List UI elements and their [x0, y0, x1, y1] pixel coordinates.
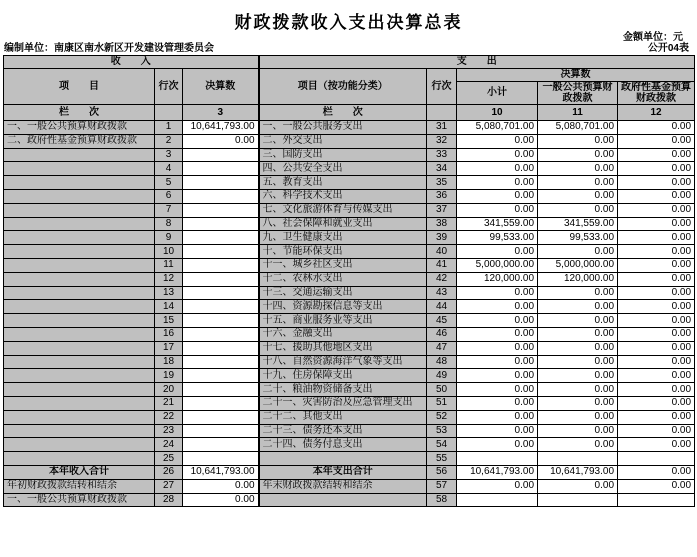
expense-rowno-cell: 43 [427, 286, 457, 300]
income-rowno-cell: 18 [155, 355, 183, 369]
expense-fund-cell: 0.00 [618, 479, 695, 493]
expense-item-cell: 一、一般公共服务支出 [259, 121, 427, 135]
expense-general-cell: 120,000.00 [538, 272, 618, 286]
income-rowno-cell: 28 [155, 493, 183, 507]
expense-rowno-cell: 52 [427, 410, 457, 424]
income-amount-cell [183, 314, 259, 328]
expense-fund-cell: 0.00 [618, 258, 695, 272]
fiscal-table [3, 55, 695, 507]
expense-subtotal-cell: 0.00 [457, 189, 538, 203]
expense-rowno-cell: 48 [427, 355, 457, 369]
expense-rowno-cell: 57 [427, 479, 457, 493]
expense-item-cell: 十二、农林水支出 [259, 272, 427, 286]
income-item-cell [4, 369, 155, 383]
table-body [4, 121, 695, 507]
expense-fund-cell: 0.00 [618, 465, 695, 479]
expense-subtotal-cell: 341,559.00 [457, 217, 538, 231]
income-amount-cell [183, 355, 259, 369]
income-item-cell [4, 438, 155, 452]
expense-subtotal-cell: 0.00 [457, 162, 538, 176]
income-rowno-cell: 15 [155, 314, 183, 328]
income-rowno-cell: 6 [155, 189, 183, 203]
expense-item-cell: 本年支出合计 [259, 465, 427, 479]
income-amount-cell [183, 410, 259, 424]
income-amount-header: 决算数 [183, 69, 259, 105]
income-rowno-cell: 7 [155, 203, 183, 217]
expense-subtotal-cell: 0.00 [457, 369, 538, 383]
income-item-header: 项 目 [4, 69, 155, 105]
expense-fund-cell: 0.00 [618, 300, 695, 314]
expense-item-cell: 十八、自然资源海洋气象等支出 [259, 355, 427, 369]
income-rowno-cell: 3 [155, 148, 183, 162]
expense-subtotal-cell: 0.00 [457, 148, 538, 162]
expense-general-cell: 0.00 [538, 314, 618, 328]
expense-item-cell: 十九、住房保障支出 [259, 369, 427, 383]
expense-fund-cell: 0.00 [618, 176, 695, 190]
income-rowno-cell: 12 [155, 272, 183, 286]
income-item-cell: 一、一般公共预算财政拨款 [4, 121, 155, 135]
income-rowno-cell: 23 [155, 424, 183, 438]
expense-general-cell: 0.00 [538, 162, 618, 176]
expense-general-cell: 0.00 [538, 300, 618, 314]
expense-item-cell: 四、公共安全支出 [259, 162, 427, 176]
expense-general-cell: 0.00 [538, 148, 618, 162]
expense-fund-cell: 0.00 [618, 355, 695, 369]
expense-amount-group-header: 决算数 [457, 69, 695, 82]
income-item-cell [4, 245, 155, 259]
expense-rowno-cell: 33 [427, 148, 457, 162]
income-rowno-cell: 19 [155, 369, 183, 383]
expense-subtotal-cell: 0.00 [457, 438, 538, 452]
expense-general-cell [538, 452, 618, 466]
expense-general-cell: 0.00 [538, 369, 618, 383]
expense-item-cell: 年末财政拨款结转和结余 [259, 479, 427, 493]
income-item-cell: 本年收入合计 [4, 465, 155, 479]
income-item-cell [4, 424, 155, 438]
expense-item-cell [259, 493, 427, 507]
expense-item-cell: 九、卫生健康支出 [259, 231, 427, 245]
income-amount-cell [183, 203, 259, 217]
income-rowno-cell: 27 [155, 479, 183, 493]
income-item-cell [4, 396, 155, 410]
income-rowno-cell: 8 [155, 217, 183, 231]
expense-fund-cell: 0.00 [618, 134, 695, 148]
expense-subtotal-cell: 0.00 [457, 341, 538, 355]
income-amount-cell [183, 383, 259, 397]
expense-subtotal-cell: 0.00 [457, 424, 538, 438]
expense-lanci-subtotal-no: 10 [457, 105, 538, 121]
expense-fund-cell: 0.00 [618, 410, 695, 424]
expense-item-cell: 十三、交通运输支出 [259, 286, 427, 300]
income-item-cell [4, 341, 155, 355]
expense-section-header: 支 出 [259, 56, 695, 69]
table-row [4, 438, 695, 452]
expense-general-budget-header: 一般公共预算财政拨款 [538, 82, 618, 105]
expense-fund-cell: 0.00 [618, 162, 695, 176]
expense-subtotal-cell: 0.00 [457, 176, 538, 190]
table-row [4, 217, 695, 231]
income-amount-cell [183, 396, 259, 410]
table-row [4, 203, 695, 217]
expense-general-cell: 99,533.00 [538, 231, 618, 245]
table-row [4, 300, 695, 314]
income-rowno-cell: 24 [155, 438, 183, 452]
income-item-cell [4, 203, 155, 217]
income-item-cell [4, 286, 155, 300]
income-amount-cell [183, 148, 259, 162]
expense-general-cell: 341,559.00 [538, 217, 618, 231]
income-rowno-cell: 22 [155, 410, 183, 424]
income-amount-cell [183, 189, 259, 203]
expense-subtotal-cell: 10,641,793.00 [457, 465, 538, 479]
expense-item-cell: 二十四、债务付息支出 [259, 438, 427, 452]
expense-rowno-cell: 41 [427, 258, 457, 272]
income-amount-cell: 0.00 [183, 479, 259, 493]
income-rowno-cell: 25 [155, 452, 183, 466]
expense-lanci-rowno-blank [427, 105, 457, 121]
income-item-cell [4, 148, 155, 162]
expense-fund-cell [618, 493, 695, 507]
income-item-cell [4, 176, 155, 190]
expense-general-cell: 0.00 [538, 438, 618, 452]
expense-item-cell [259, 452, 427, 466]
expense-rowno-cell: 44 [427, 300, 457, 314]
income-amount-cell [183, 452, 259, 466]
expense-general-cell: 0.00 [538, 355, 618, 369]
expense-fund-cell: 0.00 [618, 272, 695, 286]
income-item-cell [4, 410, 155, 424]
expense-fund-cell: 0.00 [618, 121, 695, 135]
expense-general-cell: 0.00 [538, 189, 618, 203]
expense-rowno-cell: 46 [427, 327, 457, 341]
table-row [4, 245, 695, 259]
income-item-cell: 一、一般公共预算财政拨款 [4, 493, 155, 507]
expense-item-cell: 三、国防支出 [259, 148, 427, 162]
expense-rowno-cell: 56 [427, 465, 457, 479]
expense-item-cell: 二十一、灾害防治及应急管理支出 [259, 396, 427, 410]
expense-lanci-general-no: 11 [538, 105, 618, 121]
expense-rowno-cell: 37 [427, 203, 457, 217]
sheet-number-note: 公开04表 [647, 43, 689, 54]
table-row [4, 396, 695, 410]
expense-subtotal-header: 小计 [457, 82, 538, 105]
expense-subtotal-cell: 0.00 [457, 479, 538, 493]
page-title: 财政拨款收入支出决算总表 [234, 13, 463, 32]
expense-subtotal-cell: 0.00 [457, 355, 538, 369]
expense-general-cell: 0.00 [538, 479, 618, 493]
income-amount-cell: 0.00 [183, 493, 259, 507]
expense-fund-cell: 0.00 [618, 396, 695, 410]
expense-general-cell: 0.00 [538, 383, 618, 397]
expense-fund-cell [618, 452, 695, 466]
expense-rowno-cell: 58 [427, 493, 457, 507]
table-row [4, 465, 695, 479]
expense-item-cell: 十六、金融支出 [259, 327, 427, 341]
table-row [4, 176, 695, 190]
income-amount-cell [183, 162, 259, 176]
expense-fund-cell: 0.00 [618, 189, 695, 203]
expense-item-cell: 十七、援助其他地区支出 [259, 341, 427, 355]
expense-rowno-cell: 51 [427, 396, 457, 410]
expense-general-cell: 0.00 [538, 341, 618, 355]
expense-fund-cell: 0.00 [618, 286, 695, 300]
amount-unit-note: 金额单位：元 [623, 32, 683, 43]
expense-general-cell: 0.00 [538, 396, 618, 410]
income-rowno-cell: 16 [155, 327, 183, 341]
expense-general-cell: 0.00 [538, 424, 618, 438]
income-item-cell [4, 300, 155, 314]
table-row [4, 231, 695, 245]
expense-item-cell: 十一、城乡社区支出 [259, 258, 427, 272]
expense-general-cell: 0.00 [538, 410, 618, 424]
income-rowno-cell: 9 [155, 231, 183, 245]
expense-rowno-cell: 49 [427, 369, 457, 383]
income-item-cell [4, 452, 155, 466]
income-lanci-rowno-blank [155, 105, 183, 121]
expense-fund-cell: 0.00 [618, 148, 695, 162]
income-amount-cell [183, 286, 259, 300]
expense-lanci-label: 栏 次 [259, 105, 427, 121]
income-rowno-cell: 1 [155, 121, 183, 135]
income-rowno-cell: 4 [155, 162, 183, 176]
expense-general-cell: 0.00 [538, 176, 618, 190]
expense-subtotal-cell: 0.00 [457, 314, 538, 328]
expense-fund-cell: 0.00 [618, 203, 695, 217]
table-row [4, 148, 695, 162]
expense-fund-cell: 0.00 [618, 438, 695, 452]
expense-rowno-cell: 55 [427, 452, 457, 466]
income-item-cell [4, 272, 155, 286]
table-row [4, 383, 695, 397]
income-item-cell: 年初财政拨款结转和结余 [4, 479, 155, 493]
table-row [4, 341, 695, 355]
expense-item-cell: 十、节能环保支出 [259, 245, 427, 259]
income-rowno-cell: 14 [155, 300, 183, 314]
expense-item-cell: 二十三、债务还本支出 [259, 424, 427, 438]
income-amount-cell [183, 258, 259, 272]
income-amount-cell [183, 369, 259, 383]
expense-subtotal-cell: 0.00 [457, 203, 538, 217]
expense-item-cell: 十四、资源勘探信息等支出 [259, 300, 427, 314]
expense-subtotal-cell: 0.00 [457, 245, 538, 259]
expense-subtotal-cell: 99,533.00 [457, 231, 538, 245]
expense-subtotal-cell: 0.00 [457, 286, 538, 300]
income-item-cell: 二、政府性基金预算财政拨款 [4, 134, 155, 148]
expense-rowno-cell: 35 [427, 176, 457, 190]
income-amount-cell [183, 245, 259, 259]
income-amount-cell [183, 217, 259, 231]
expense-general-cell: 0.00 [538, 286, 618, 300]
expense-rowno-cell: 31 [427, 121, 457, 135]
income-amount-cell: 10,641,793.00 [183, 465, 259, 479]
expense-rowno-header: 行次 [427, 69, 457, 105]
meta-row [4, 41, 689, 54]
table-row [4, 424, 695, 438]
expense-subtotal-cell: 120,000.00 [457, 272, 538, 286]
expense-general-cell: 0.00 [538, 245, 618, 259]
expense-rowno-cell: 47 [427, 341, 457, 355]
income-rowno-cell: 26 [155, 465, 183, 479]
income-rowno-cell: 17 [155, 341, 183, 355]
income-rowno-cell: 20 [155, 383, 183, 397]
income-amount-cell [183, 231, 259, 245]
income-item-cell [4, 189, 155, 203]
income-rowno-cell: 13 [155, 286, 183, 300]
expense-subtotal-cell: 0.00 [457, 134, 538, 148]
expense-subtotal-cell: 5,000,000.00 [457, 258, 538, 272]
org-note: 编制单位：南康区南水新区开发建设管理委员会 [4, 43, 214, 54]
income-amount-cell [183, 272, 259, 286]
income-item-cell [4, 314, 155, 328]
table-row [4, 452, 695, 466]
expense-rowno-cell: 50 [427, 383, 457, 397]
expense-subtotal-cell [457, 493, 538, 507]
expense-subtotal-cell: 0.00 [457, 300, 538, 314]
expense-rowno-cell: 38 [427, 217, 457, 231]
expense-general-cell: 5,080,701.00 [538, 121, 618, 135]
table-row [4, 134, 695, 148]
income-rowno-header: 行次 [155, 69, 183, 105]
income-item-cell [4, 162, 155, 176]
expense-rowno-cell: 54 [427, 438, 457, 452]
income-item-cell [4, 231, 155, 245]
expense-fund-cell: 0.00 [618, 314, 695, 328]
expense-fund-cell: 0.00 [618, 369, 695, 383]
expense-subtotal-cell [457, 452, 538, 466]
income-amount-cell [183, 341, 259, 355]
expense-item-header: 项目（按功能分类） [259, 69, 427, 105]
expense-item-cell: 八、社会保障和就业支出 [259, 217, 427, 231]
expense-general-cell: 0.00 [538, 203, 618, 217]
expense-govt-fund-header: 政府性基金预算财政拨款 [618, 82, 695, 105]
table-row [4, 355, 695, 369]
income-section-header: 收 入 [4, 56, 259, 69]
table-row [4, 286, 695, 300]
table-row [4, 272, 695, 286]
expense-subtotal-cell: 0.00 [457, 327, 538, 341]
expense-fund-cell: 0.00 [618, 245, 695, 259]
income-item-cell [4, 355, 155, 369]
expense-item-cell: 五、教育支出 [259, 176, 427, 190]
expense-item-cell: 七、文化旅游体育与传媒支出 [259, 203, 427, 217]
table-row [4, 121, 695, 135]
table-row [4, 327, 695, 341]
expense-fund-cell: 0.00 [618, 231, 695, 245]
expense-rowno-cell: 42 [427, 272, 457, 286]
income-amount-cell: 0.00 [183, 134, 259, 148]
expense-rowno-cell: 34 [427, 162, 457, 176]
expense-subtotal-cell: 5,080,701.00 [457, 121, 538, 135]
expense-fund-cell: 0.00 [618, 217, 695, 231]
expense-rowno-cell: 32 [427, 134, 457, 148]
table-row [4, 479, 695, 493]
income-item-cell [4, 217, 155, 231]
expense-fund-cell: 0.00 [618, 383, 695, 397]
table-row [4, 162, 695, 176]
expense-subtotal-cell: 0.00 [457, 410, 538, 424]
expense-item-cell: 十五、商业服务业等支出 [259, 314, 427, 328]
table-row [4, 369, 695, 383]
income-rowno-cell: 21 [155, 396, 183, 410]
income-amount-cell [183, 300, 259, 314]
expense-rowno-cell: 39 [427, 231, 457, 245]
expense-fund-cell: 0.00 [618, 424, 695, 438]
income-amount-cell: 10,641,793.00 [183, 121, 259, 135]
table-row [4, 410, 695, 424]
income-amount-cell [183, 438, 259, 452]
expense-general-cell: 0.00 [538, 327, 618, 341]
expense-rowno-cell: 36 [427, 189, 457, 203]
income-item-cell [4, 327, 155, 341]
expense-item-cell: 六、科学技术支出 [259, 189, 427, 203]
expense-item-cell: 二、外交支出 [259, 134, 427, 148]
table-row [4, 258, 695, 272]
expense-lanci-fund-no: 12 [618, 105, 695, 121]
income-item-cell [4, 258, 155, 272]
expense-item-cell: 二十、粮油物资储备支出 [259, 383, 427, 397]
income-item-cell [4, 383, 155, 397]
expense-fund-cell: 0.00 [618, 341, 695, 355]
table-row [4, 189, 695, 203]
expense-general-cell: 0.00 [538, 134, 618, 148]
table-row [4, 493, 695, 507]
expense-fund-cell: 0.00 [618, 327, 695, 341]
expense-rowno-cell: 40 [427, 245, 457, 259]
expense-general-cell [538, 493, 618, 507]
income-rowno-cell: 5 [155, 176, 183, 190]
expense-item-cell: 二十二、其他支出 [259, 410, 427, 424]
income-rowno-cell: 10 [155, 245, 183, 259]
expense-general-cell: 10,641,793.00 [538, 465, 618, 479]
income-amount-cell [183, 327, 259, 341]
income-rowno-cell: 2 [155, 134, 183, 148]
expense-rowno-cell: 45 [427, 314, 457, 328]
expense-general-cell: 5,000,000.00 [538, 258, 618, 272]
expense-subtotal-cell: 0.00 [457, 383, 538, 397]
income-lanci-amount-no: 3 [183, 105, 259, 121]
expense-rowno-cell: 53 [427, 424, 457, 438]
income-amount-cell [183, 424, 259, 438]
income-lanci-label: 栏 次 [4, 105, 155, 121]
expense-subtotal-cell: 0.00 [457, 396, 538, 410]
income-rowno-cell: 11 [155, 258, 183, 272]
table-row [4, 314, 695, 328]
income-amount-cell [183, 176, 259, 190]
